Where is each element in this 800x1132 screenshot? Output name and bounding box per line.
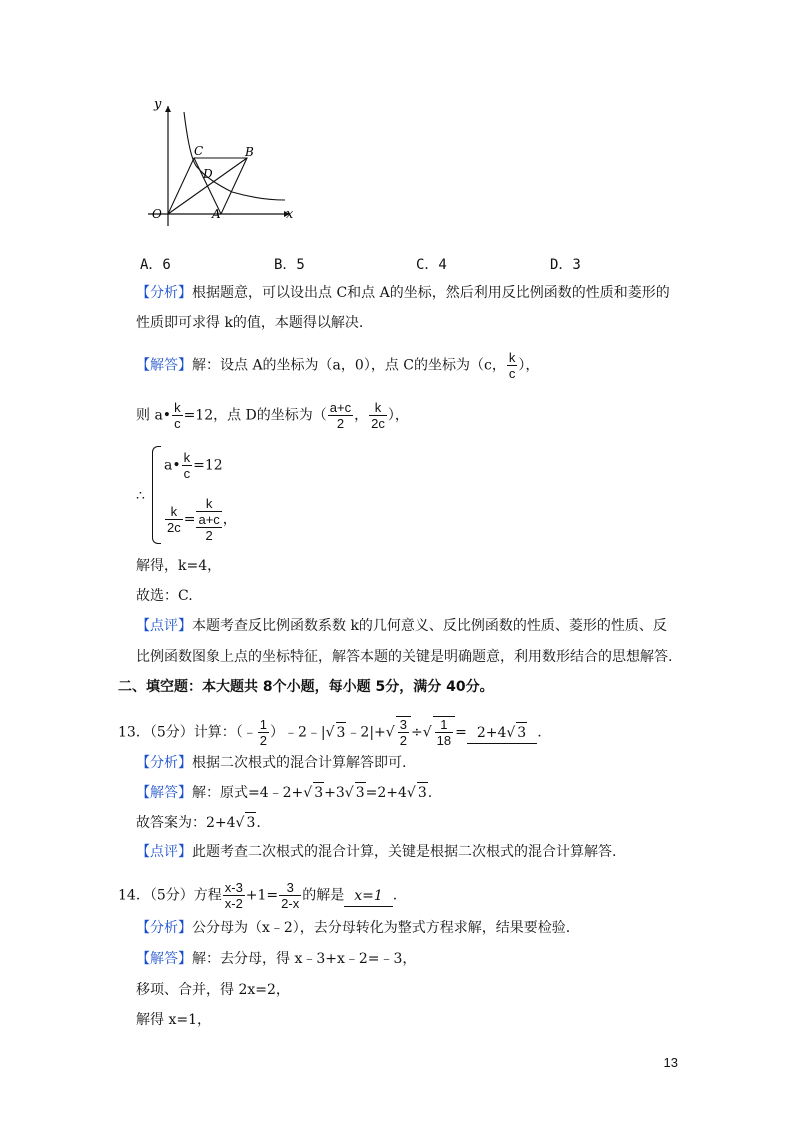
q13-solution: 【解答】解：原式=4﹣2+√ 3+3√ 3=2+4√ 3. [136,782,432,803]
q14-analysis: 【分析】公分母为（x﹣2），去分母转化为整式方程求解，结果要检验. [136,920,571,936]
system-brace [152,446,161,544]
q12-analysis-line-1: 【分析】根据题意，可以设出点 C和点 A的坐标，然后利用反比例函数的性质和菱形的 [136,285,670,301]
figure-x-label: x [286,207,294,222]
q14-solution: 【解答】解：去分母，得 x﹣3+x﹣2=﹣3， [136,951,417,967]
figure-c-label: C [194,144,204,158]
comment-tag: 【点评】 [136,618,192,634]
system-equation-2: $\frac{k}{2c}$ = k a+c 2 ， [167,496,237,543]
solution-tag: 【解答】 [136,357,192,374]
q13-analysis: 【分析】根据二次根式的混合计算解答即可. [136,755,407,771]
q14-step-2: 移项、合并，得 2x=2， [136,982,290,998]
q13-final: 故答案为：2+4√ 3. [136,812,261,833]
therefore-symbol: ∴ [136,488,145,504]
choice-b: B．5 [274,257,305,273]
q12-choose: 故选：C. [136,588,193,604]
q12-analysis-line-2: 性质即可求得 k的值，本题得以解决. [136,315,364,331]
q14-answer: x=1 [344,886,393,907]
figure-y-label: y [154,97,162,112]
q14-question: 14．（5分）方程 $\frac{x-3}{x-2}$ +1= $\frac{3}{2-x}$ 的解是 x=1 . [118,880,398,911]
geometry-figure [140,92,310,227]
page-number: 13 [663,1055,678,1070]
q12-comment-line-1: 【点评】本题考查反比例函数系数 k的几何意义、反比例函数的性质、菱形的性质、反 [136,618,667,634]
q13-comment: 【点评】此题考查二次根式的混合计算，关键是根据二次根式的混合计算解答. [136,844,617,860]
q12-comment-line-2: 比例函数图象上点的坐标特征，解答本题的关键是明确题意，利用数形结合的思想解答. [136,649,673,665]
choice-a: A．6 [140,257,171,273]
fraction-k-over-c: $\frac{k}{c}$ [508,350,516,381]
figure-b-label: B [245,145,254,159]
system-equation-1: a• $\frac{k}{c}$ =12 [164,450,223,481]
q14-step-3: 解得 x=1， [136,1012,211,1028]
choice-d: D．3 [550,257,581,273]
figure-d-label: D [203,167,213,181]
q13-question: 13．（5分）计算：（﹣ $\frac{1}{2}$ ）﹣2﹣|√ 3﹣2|+√ $\frac{3}{2}$ ÷√ $\frac{1}{18}$ = 2+4√ 3 . [118,717,542,748]
q12-solution-line-2: 则 a• $\frac{k}{c}$ =12，点 D的坐标为（ $\frac{a+c}{2}$ ， $\frac{k}{2c}$ ）， [136,400,409,431]
q13-answer: 2+4√ 3 [467,722,537,744]
figure-a-label: A [212,207,221,221]
figure-o-label: O [152,207,162,221]
q12-solve: 解得，k=4， [136,558,222,574]
section-title: 二、填空题：本大题共 8个小题，每小题 5分，满分 40分。 [118,679,494,695]
choice-c: C．4 [416,257,447,273]
q12-solution-line-1: 【解答】解：设点 A的坐标为（a，0），点 C的坐标为（c， $\frac{k}{c}$ ）， [136,350,540,381]
analysis-tag: 【分析】 [136,285,192,301]
